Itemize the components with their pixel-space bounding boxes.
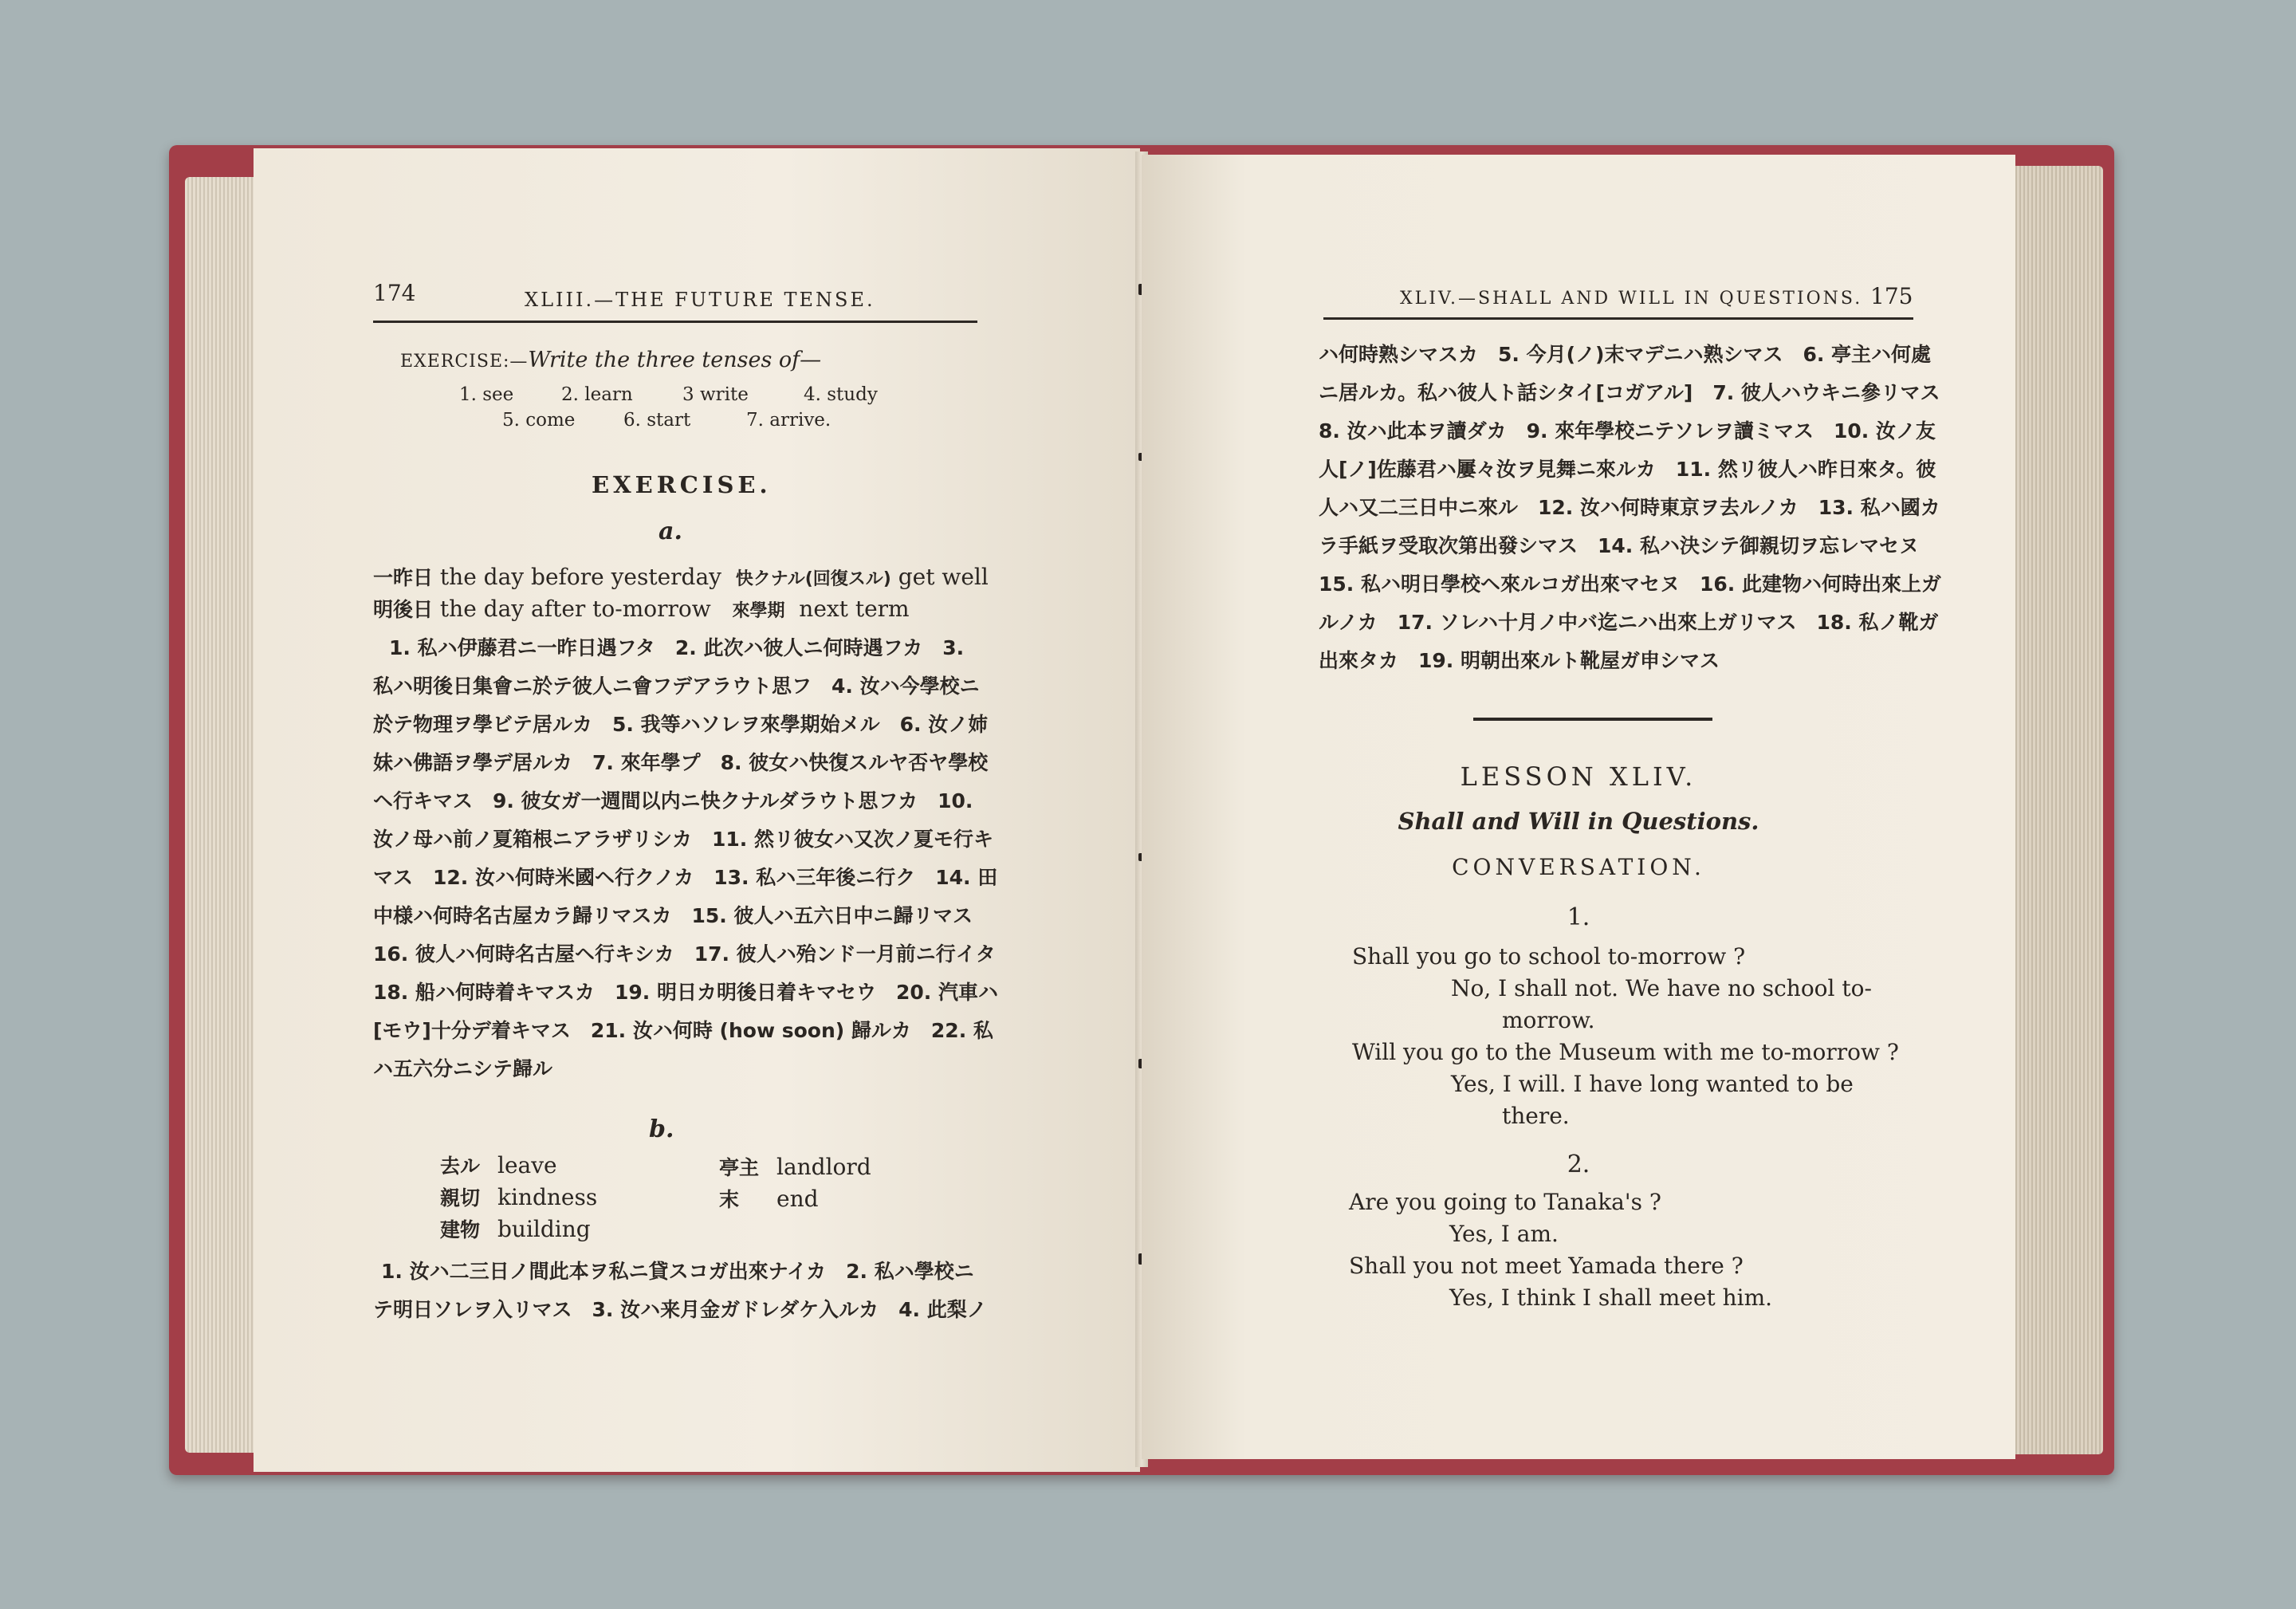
text-line: 出來タカ 19. 明朝出來ルト靴屋ガ申シマス [1319,649,1720,672]
vocab-b-item: 建物 building [440,1216,591,1242]
section-divider [1473,718,1712,721]
verb-list-row-1: 1. see 2. learn 3 write 4. study [459,384,878,405]
text-line: 8. 汝ハ此本ヲ讀ダカ 9. 來年學校ニテソレヲ讀ミマス 10. 汝ノ友 [1319,419,1936,443]
text-line: 妹ハ佛語ヲ學デ居ルカ 7. 來年學プ 8. 彼女ハ快復スルヤ否ヤ學校 [373,751,989,774]
lesson-subtitle: Shall and Will in Questions. [1398,808,1759,835]
vocab-b-item: 親切 kindness [440,1184,598,1210]
text-line: ニ居ルカ。私ハ彼人ト話シタイ[コガアル] 7. 彼人ハウキニ參リマス [1319,381,1940,404]
page-number: 174 [373,280,416,306]
conversation-question: Shall you not meet Yamada there ? [1349,1253,1744,1279]
page-number: 175 [1870,283,1913,309]
running-head: XLIV.—SHALL AND WILL IN QUESTIONS. [1400,289,1863,309]
conversation-question: Shall you go to school to-morrow ? [1352,943,1746,970]
conversation-question: Are you going to Tanaka's ? [1349,1189,1661,1215]
running-head: XLIII.—THE FUTURE TENSE. [525,289,875,311]
text-line: 人[ノ]佐藤君ハ屢々汝ヲ見舞ニ來ルカ 11. 然リ彼人ハ昨日來タ。彼 [1319,458,1936,481]
vocab-b-item: 亭主 landlord [719,1154,871,1180]
text-line: テ明日ソレヲ入リマス 3. 汝ハ来月金ガドレダケ入ルカ 4. 此梨ノ [373,1298,987,1321]
header-rule [1323,317,1913,320]
exercise-heading: EXERCISE. [592,471,772,498]
text-line: 人ハ又二三日中ニ來ル 12. 汝ハ何時東京ヲ去ルノカ 13. 私ハ國カ [1319,496,1940,519]
conversation-answer: Yes, I am. [1449,1221,1559,1247]
text-line: ラ手紙ヲ受取次第出發シマス 14. 私ハ決シテ御親切ヲ忘レマセヌ [1319,534,1919,557]
text-line: 中様ハ何時名古屋カラ歸リマスカ 15. 彼人ハ五六日中ニ歸リマス [373,904,973,927]
conversation-answer: Yes, I think I shall meet him. [1449,1284,1773,1311]
vocab-b-item: 去ル leave [440,1152,557,1178]
text-line: 汝ノ母ハ前ノ夏箱根ニアラザリシカ 11. 然リ彼女ハ又次ノ夏モ行キ [373,828,993,851]
conversation-question: Will you go to the Museum with me to-morrow ? [1352,1039,1899,1065]
text-line: ハ何時熟シマスカ 5. 今月(ノ)末マデニハ熟シマス 6. 亭主ハ何處 [1319,343,1932,366]
vocab-b-item: 末 end [719,1186,819,1212]
verb-list-row-2: 5. come 6. start 7. arrive. [502,410,832,431]
text-line: 18. 船ハ何時着キマスカ 19. 明日カ明後日着キマセウ 20. 汽車ハ [373,981,998,1004]
conversation-answer: morrow. [1502,1007,1595,1033]
section-b-label: b. [649,1115,674,1143]
lesson-title: LESSON XLIV. [1460,761,1697,792]
conversation-answer: No, I shall not. We have no school to- [1451,975,1872,1001]
text-line: 16. 彼人ハ何時名古屋ヘ行キシカ 17. 彼人ハ殆ンド一月前ニ行イタ [373,942,996,966]
right-page [1142,155,2015,1459]
exercise-intro: EXERCISE:—Write the three tenses of— [400,348,822,372]
text-line: 1. 汝ハ二三日ノ間此本ヲ私ニ貸スコガ出來ナイカ 2. 私ハ學校ニ [381,1260,974,1283]
section-a-label: a. [659,517,682,545]
text-line: 於テ物理ヲ學ビテ居ルカ 5. 我等ハソレヲ來學期始メル 6. 汝ノ姉 [373,713,989,736]
text-line: マス 12. 汝ハ何時米國ヘ行クノカ 13. 私ハ三年後ニ行ク 14. 田 [373,866,998,889]
page-edges-right [2009,166,2103,1454]
text-line: 私ハ明後日集會ニ於テ彼人ニ會フデアラウト思フ 4. 汝ハ今學校ニ [373,675,980,698]
vocab-a-row-1: 一昨日 the day before yesterday 快クナル(回復スル) get well [373,564,989,590]
part-number: 1. [1567,903,1590,931]
left-page [254,148,1140,1472]
text-line: ルノカ 17. ソレハ十月ノ中バ迄ニハ出來上ガリマス 18. 私ノ靴ガ [1319,611,1939,634]
text-line: ハ五六分ニシテ歸ル [373,1057,553,1080]
header-rule [373,321,977,323]
conversation-heading: CONVERSATION. [1452,854,1705,880]
conversation-answer: Yes, I will. I have long wanted to be [1451,1071,1854,1097]
conversation-answer: there. [1502,1103,1570,1129]
text-line: 1. 私ハ伊藤君ニ一昨日遇フタ 2. 此次ハ彼人ニ何時遇フカ 3. [389,636,965,659]
vocab-a-row-2: 明後日 the day after to-morrow 來學期 next term [373,596,910,622]
text-line: [モウ]十分デ着キマス 21. 汝ハ何時 (how soon) 歸ルカ 22. 私 [373,1019,993,1042]
part-number: 2. [1567,1151,1590,1178]
text-line: ヘ行キマス 9. 彼女ガ一週間以内ニ快クナルダラウト思フカ 10. [373,789,973,812]
text-line: 15. 私ハ明日學校ヘ來ルコガ出來マセヌ 16. 此建物ハ何時出來上ガ [1319,572,1941,596]
